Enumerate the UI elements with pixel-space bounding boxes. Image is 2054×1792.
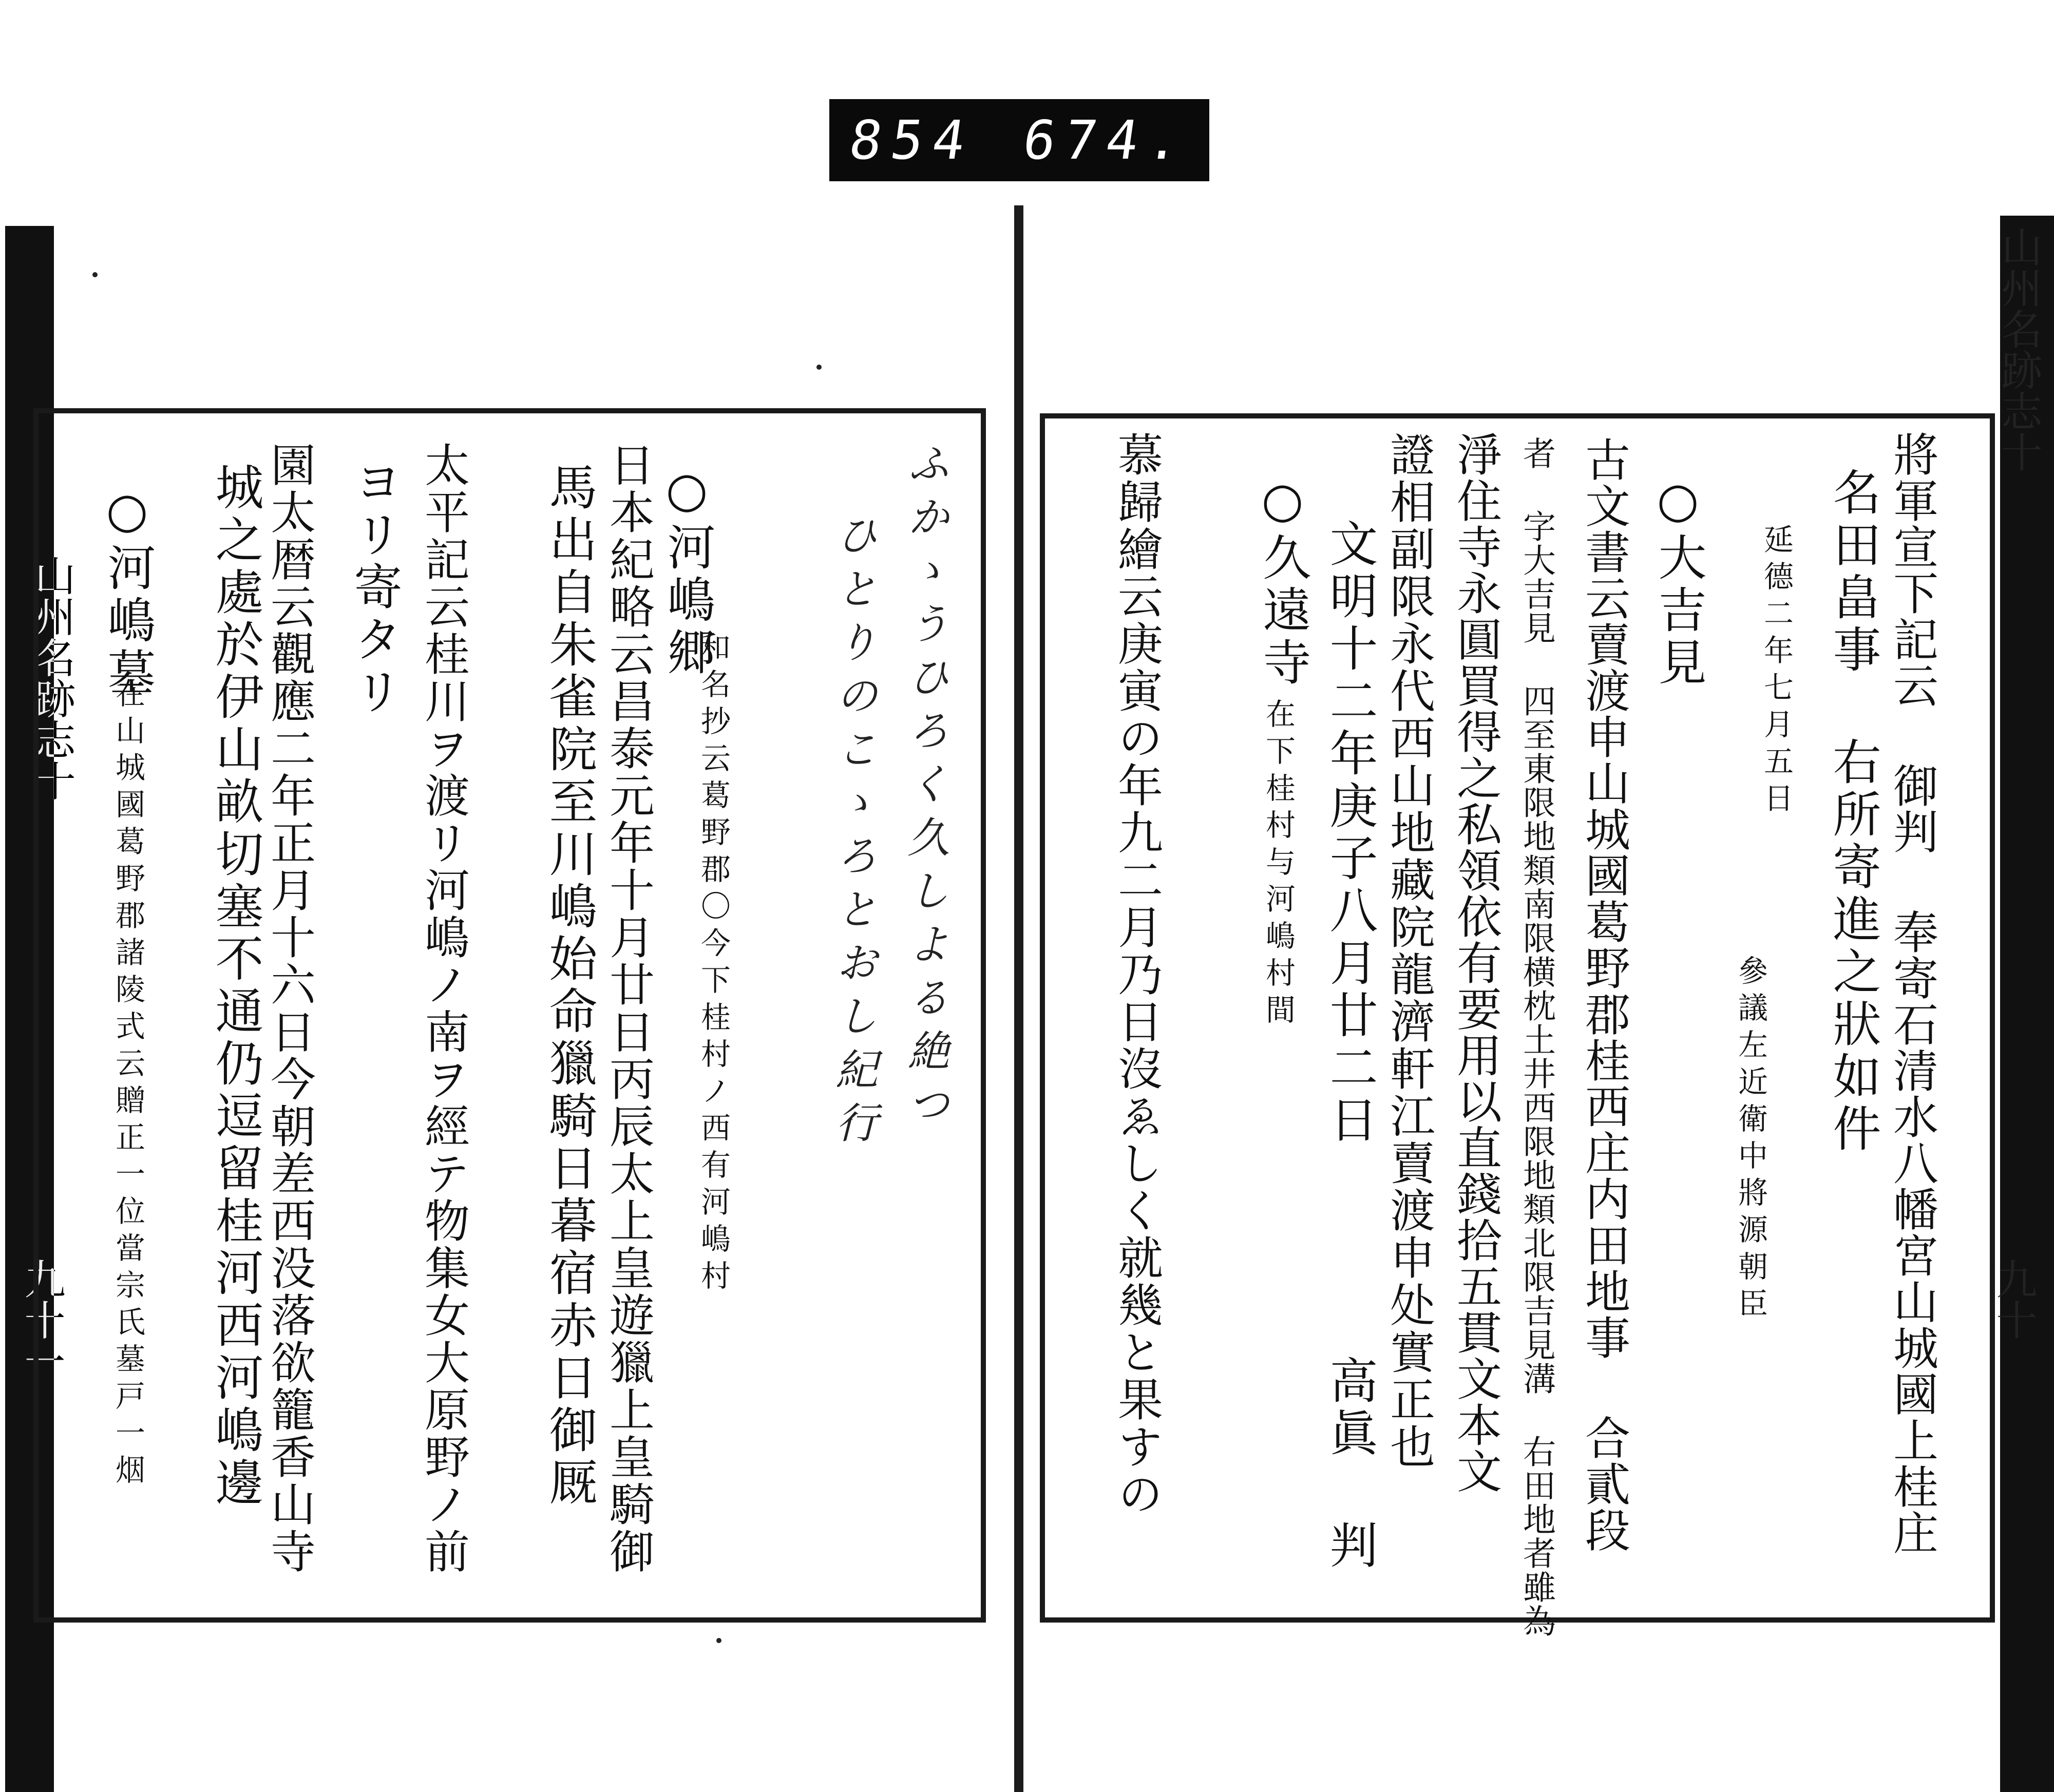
paper-speck bbox=[816, 365, 822, 370]
text-column: ○河嶋郷 bbox=[659, 462, 715, 679]
paper-speck bbox=[92, 272, 98, 277]
text-column: 馬出自朱雀院至川嶋始命獵騎日暮宿赤日御厩 bbox=[541, 462, 597, 1510]
text-column: 城之處於伊山畝切塞不通仍逗留桂河西河嶋邊 bbox=[207, 462, 263, 1510]
text-column: 延德二年七月五日 bbox=[1759, 524, 1794, 819]
paper-speck bbox=[716, 1638, 721, 1643]
left-page-text bbox=[62, 442, 965, 1607]
archive-number-label bbox=[829, 99, 1209, 181]
text-column: ○河嶋墓 bbox=[99, 483, 155, 700]
text-column: 在山城國葛野郡諸陵式云贈正一位當宗氏墓戸一烟 bbox=[110, 678, 145, 1491]
text-column: 者 字大吉見 四至東限地類南限横枕土井西限地類北限吉見溝 右田地者雖為 bbox=[1517, 436, 1555, 1638]
right-margin-folio: 九十 bbox=[1989, 1258, 2037, 1340]
right-page-text bbox=[1068, 431, 1982, 1638]
text-column: 參議左近衛中將源朝臣 bbox=[1733, 955, 1768, 1325]
right-margin-title: 山州名跡志十 bbox=[1994, 226, 2042, 472]
text-column: 高眞 判 bbox=[1321, 1356, 1377, 1573]
text-column: ○大吉見 bbox=[1650, 472, 1706, 690]
text-column: 和名抄云葛野郡〇今下桂村ノ西有河嶋村 bbox=[696, 632, 731, 1297]
text-column: ○久遠寺 bbox=[1254, 472, 1310, 690]
text-column: 園太暦云觀應二年正月十六日今朝差西没落欲籠香山寺 bbox=[263, 442, 316, 1575]
text-column: 淨住寺永圓買得之私領依有要用以直錢拾五貫文本文 bbox=[1450, 431, 1503, 1494]
text-column: 證相副限永代西山地藏院龍濟軒江賣渡申处實正也 bbox=[1383, 431, 1436, 1471]
text-column: 太平記云桂川ヲ渡リ河嶋ノ南ヲ經テ物集女大原野ノ前 bbox=[417, 442, 470, 1575]
text-column: 文明十二年庚子八月廿二日 bbox=[1321, 519, 1377, 1147]
archive-number-left: 854 bbox=[845, 109, 979, 171]
text-column: 慕歸繪云庚寅の年九二月乃日沒ゑしく就幾と果すの bbox=[1111, 431, 1164, 1518]
left-margin-title: 山州名跡志十 bbox=[28, 555, 75, 801]
text-column: ふかゝうひろく久しよる絶つ bbox=[901, 442, 949, 1136]
book-spine bbox=[1014, 205, 1023, 1792]
text-column: 古文書云賣渡申山城國葛野郡桂西庄内田地事 合貳段 bbox=[1578, 436, 1631, 1553]
text-column: 日本紀略云昌泰元年十月廿日丙辰太上皇遊獵上皇騎御 bbox=[602, 442, 655, 1575]
left-margin-folio: 九十一 bbox=[17, 1258, 65, 1381]
text-column: 將軍宣下記云 御判 奉寄石清水八幡宮山城國上桂庄 bbox=[1886, 431, 1939, 1556]
archive-number-right: 674. bbox=[1018, 109, 1193, 171]
text-column: 名田畠事 右所寄進之狀如件 bbox=[1824, 467, 1880, 1156]
text-column: 在下桂村与河嶋村間 bbox=[1261, 698, 1296, 1031]
text-column: ひとりのこゝろとおし紀行 bbox=[829, 513, 878, 1154]
text-column: ヨリ寄タリ bbox=[346, 457, 402, 719]
